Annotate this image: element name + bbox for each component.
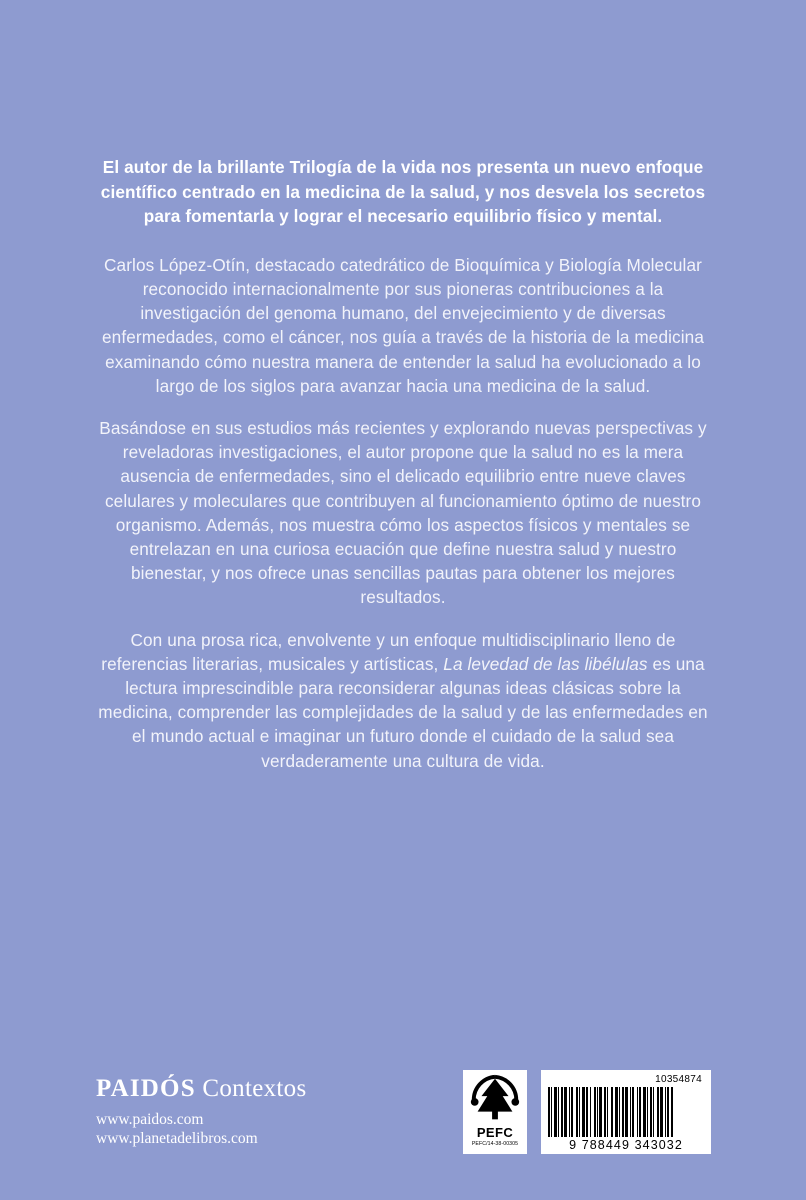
barcode-bars	[548, 1087, 704, 1137]
barcode-isbn-number: 9 788449 343032	[569, 1138, 683, 1152]
blurb-paragraph-1: Carlos López-Otín, destacado catedrático de Bioquímica y Biología Molecular reconocido internacionalmente por sus pioneras contribuciones a la investigación del genoma humano, del envejecimiento y de diversas enfermedades, como el cáncer, nos guía a través de la historia de la medicina examinando cómo nuestra manera de entender la salud ha evolucionado a lo largo de los siglos para avanzar hacia una medicina de la salud.	[102, 254, 704, 396]
blurb-paragraph-2: Basándose en sus estudios más recientes y explorando nuevas perspectivas y reveladoras investigaciones, el autor propone que la salud no es la mera ausencia de enfermedades, sino el delicado equilibrio entre nueve claves celulares y moleculares que contribuyen al funcionamiento óptimo de nuestro organismo. Además, nos muestra cómo los aspectos físicos y mentales se entrelazan en una curiosa ecuación que define nuestra salud y nuestro bienestar, y nos ofrece unas sencillas pautas para obtener los mejores resultados.	[99, 418, 707, 608]
barcode-internal-number: 10354874	[655, 1074, 702, 1085]
book-title-italic: La levedad de las libélulas	[443, 653, 648, 674]
imprint-name	[96, 1075, 306, 1103]
pefc-wordmark: PEFC	[476, 1125, 514, 1140]
final-paragraph-before-title: Con una prosa rica, envolvente y un enfoque multidisciplinario lleno de referencias literarias, musicales y artísticas,	[101, 629, 676, 674]
imprint-brand: PAIDÓS	[96, 1075, 196, 1102]
blurb-paragraph-3	[96, 628, 710, 773]
pefc-tree-icon	[466, 1074, 524, 1126]
imprint-url-publisher[interactable]: www.paidos.com	[96, 1111, 204, 1128]
blurb-lead-paragraph: El autor de la brillante Trilogía de la vida nos presenta un nuevo enfoque científico centrado en la medicina de la salud, y nos desvela los secretos para fomentarla y lograr el necesario equilibrio físico y mental.	[100, 157, 706, 227]
imprint-block	[96, 1075, 306, 1148]
imprint-url-group[interactable]: www.planetadelibros.com	[96, 1130, 258, 1147]
barcode-block	[541, 1070, 711, 1154]
blurb-text-block	[96, 155, 710, 773]
pefc-code: PEFC/14-38-00305	[471, 1141, 519, 1147]
final-paragraph-after-title: es una lectura imprescindible para reconsiderar algunas ideas clásicas sobre la medicina, comprender las complejidades de la salud y de las enfermedades en el mundo actual e imaginar un futuro donde el cuidado de la salud sea verdaderamente una cultura de vida.	[98, 653, 708, 771]
imprint-collection: Contextos	[202, 1075, 307, 1102]
pefc-certification-logo	[463, 1070, 527, 1154]
